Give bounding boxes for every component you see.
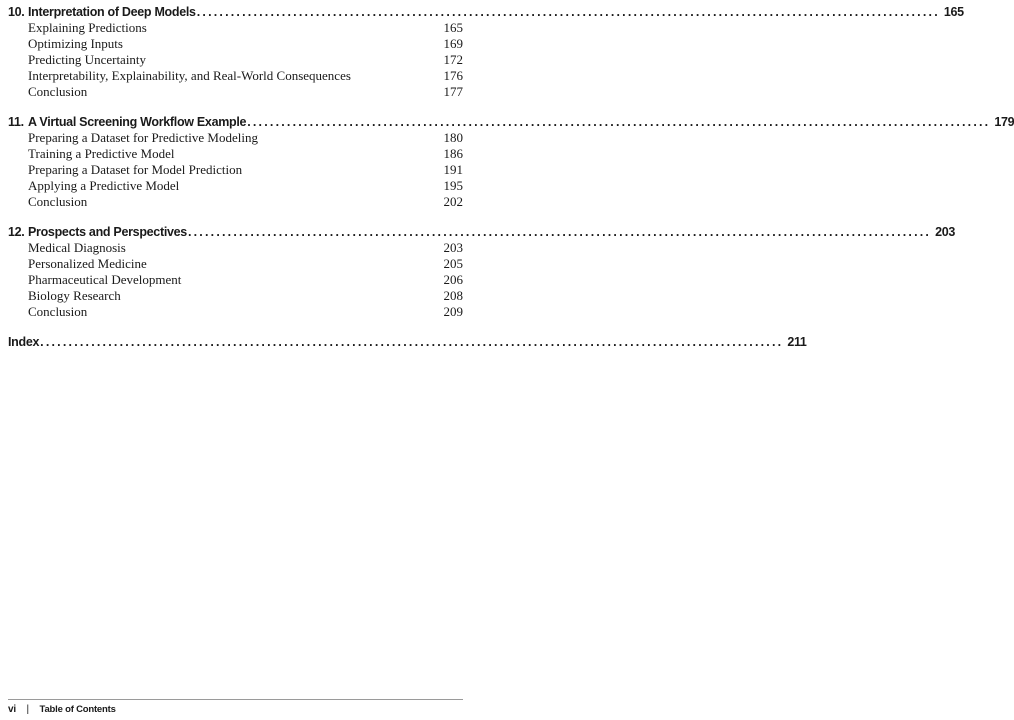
section-page-number: 186	[443, 146, 463, 161]
chapter-10	[8, 4, 964, 100]
section-page-number: 205	[443, 256, 463, 271]
chapter-heading[interactable]	[8, 224, 956, 240]
section-title: Pharmaceutical Development	[28, 272, 182, 287]
section-title: Medical Diagnosis	[28, 240, 126, 255]
section-page-number: 165	[443, 20, 463, 35]
chapter-number: 12.	[8, 225, 25, 239]
section-title: Biology Research	[28, 288, 121, 303]
footer-separator: |	[26, 704, 29, 715]
section-title: Personalized Medicine	[28, 256, 147, 271]
chapter-heading[interactable]	[8, 4, 964, 20]
section-entry[interactable]	[8, 240, 463, 256]
section-title: Explaining Predictions	[28, 20, 147, 35]
section-page-number: 169	[443, 36, 463, 51]
section-title: Conclusion	[28, 194, 88, 209]
chapter-page-number: 165	[943, 5, 964, 19]
section-page-number: 176	[443, 68, 463, 83]
table-of-contents	[8, 4, 1014, 350]
section-entry[interactable]	[8, 130, 463, 146]
section-entry[interactable]	[8, 52, 463, 68]
section-page-number: 209	[443, 304, 463, 319]
running-head: Table of Contents	[39, 704, 116, 715]
index-title: Index	[8, 335, 40, 349]
section-entry[interactable]	[8, 36, 463, 52]
chapter-page-number: 203	[935, 225, 956, 239]
section-title: Training a Predictive Model	[28, 146, 175, 161]
section-title: Conclusion	[28, 84, 88, 99]
section-entry[interactable]	[8, 68, 463, 84]
chapter-number: 10.	[8, 5, 25, 19]
section-entry[interactable]	[8, 256, 463, 272]
section-entry[interactable]	[8, 178, 463, 194]
dot-leader: ...................................................................................................................................	[247, 115, 991, 129]
section-entry[interactable]	[8, 272, 463, 288]
section-entry[interactable]	[8, 146, 463, 162]
chapter-heading[interactable]	[8, 114, 1014, 130]
section-entry[interactable]	[8, 162, 463, 178]
section-page-number: 203	[443, 240, 463, 255]
dot-leader: ...................................................................................................................................	[40, 335, 784, 349]
chapter-12	[8, 224, 956, 320]
chapter-page-number: 179	[994, 115, 1014, 129]
section-entry[interactable]	[8, 288, 463, 304]
section-entry[interactable]	[8, 84, 463, 100]
section-title: Interpretability, Explainability, and Real-World Consequences	[28, 68, 351, 83]
dot-leader: ...................................................................................................................................	[187, 225, 932, 239]
section-title: Optimizing Inputs	[28, 36, 123, 51]
chapter-title: Prospects and Perspectives	[28, 225, 187, 239]
section-title: Applying a Predictive Model	[28, 178, 180, 193]
section-entry[interactable]	[8, 304, 463, 320]
section-page-number: 177	[443, 84, 463, 99]
section-title: Preparing a Dataset for Predictive Modeling	[28, 130, 258, 145]
chapter-11	[8, 114, 1014, 210]
dot-leader: ...................................................................................................................................	[196, 5, 940, 19]
section-title: Conclusion	[28, 304, 88, 319]
section-page-number: 191	[443, 162, 463, 177]
section-entry[interactable]	[8, 194, 463, 210]
page-footer	[8, 704, 116, 716]
section-page-number: 195	[443, 178, 463, 193]
section-title: Predicting Uncertainty	[28, 52, 147, 67]
footer-rule	[8, 699, 463, 700]
section-entry[interactable]	[8, 20, 463, 36]
section-page-number: 180	[443, 130, 463, 145]
section-page-number: 206	[443, 272, 463, 287]
chapter-title: Interpretation of Deep Models	[28, 5, 196, 19]
index-page-number: 211	[787, 335, 807, 349]
folio: vi	[8, 704, 16, 715]
chapter-number: 11.	[8, 115, 24, 129]
section-page-number: 208	[443, 288, 463, 303]
section-page-number: 202	[443, 194, 463, 209]
index-entry[interactable]	[8, 334, 807, 350]
section-page-number: 172	[443, 52, 463, 67]
section-title: Preparing a Dataset for Model Prediction	[28, 162, 243, 177]
chapter-title: A Virtual Screening Workflow Example	[28, 115, 247, 129]
